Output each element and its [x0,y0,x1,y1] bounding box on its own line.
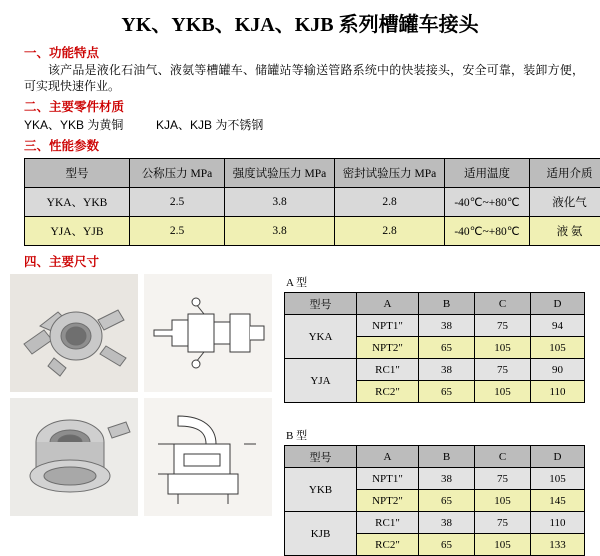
dim-a-model-1: YJA [285,359,357,403]
section-heading-features: 一、功能特点 [24,43,590,61]
page-title: YK、YKB、KJA、KJB 系列槽罐车接头 [10,8,590,37]
perf-r1-c1: 2.5 [130,217,225,246]
tables-column [278,274,590,556]
dim-b-model-1: KJB [285,512,357,556]
perf-r1-c3: 2.8 [335,217,445,246]
dim-b-model-0: YKB [285,468,357,512]
performance-table-wrap [24,158,590,246]
perf-r0-c3: 2.8 [335,188,445,217]
dim-a-r0-c1: NPT1" [357,315,419,337]
dim-a-model-0: YKA [285,315,357,359]
dim-a-r0-c2: 38 [419,315,475,337]
dim-a-r3-c2: 65 [419,381,475,403]
section-heading-dimensions: 四、主要尺寸 [24,252,590,270]
coupling-photo-a [10,274,138,392]
perf-r1-c4: -40℃~+80℃ [445,217,530,246]
dim-b-r0-c4: 105 [531,468,585,490]
dim-b-col-0: 型号 [285,446,357,468]
dim-a-r3-c1: RC2" [357,381,419,403]
image-row-b [10,398,278,516]
perf-col-0: 型号 [25,159,130,188]
dim-a-r0-c4: 94 [531,315,585,337]
dim-b-r2-c1: RC1" [357,512,419,534]
dim-b-r0-c3: 75 [475,468,531,490]
perf-r1-c5: 液 氨 [530,217,600,246]
dim-b-r2-c2: 38 [419,512,475,534]
dim-b-r1-c4: 145 [531,490,585,512]
section-heading-performance: 三、性能参数 [24,136,590,154]
perf-r1-c0: YJA、YJB [25,217,130,246]
dim-a-r3-c4: 110 [531,381,585,403]
dim-a-r2-c3: 75 [475,359,531,381]
dim-b-r2-c3: 75 [475,512,531,534]
perf-r0-c4: -40℃~+80℃ [445,188,530,217]
dim-b-r1-c3: 105 [475,490,531,512]
dim-a-r3-c3: 105 [475,381,531,403]
table-header-row [285,293,585,315]
dim-a-r1-c4: 105 [531,337,585,359]
dim-b-col-2: B [419,446,475,468]
dim-table-b-label: B 型 [286,427,590,443]
section-heading-material: 二、主要零件材质 [24,97,590,115]
table-row [285,315,585,337]
features-text: 该产品是液化石油气、液氨等槽罐车、储罐站等输送管路系统中的快装接头，安全可靠，装卸方便，可实现快速作业。 [24,62,584,94]
dim-b-r1-c1: NPT2" [357,490,419,512]
performance-table [24,158,600,246]
perf-r1-c2: 3.8 [225,217,335,246]
table-row [285,359,585,381]
table-header-row [25,159,600,188]
perf-col-1: 公称压力 MPa [130,159,225,188]
dim-a-r2-c4: 90 [531,359,585,381]
dim-b-r3-c1: RC2" [357,534,419,556]
dim-a-r2-c2: 38 [419,359,475,381]
dim-a-col-1: A [357,293,419,315]
table-row [25,188,600,217]
perf-col-4: 适用温度 [445,159,530,188]
dim-table-a-label: A 型 [286,274,590,290]
dim-b-r1-c2: 65 [419,490,475,512]
perf-col-3: 密封试验压力 MPa [335,159,445,188]
table-row [285,468,585,490]
coupling-drawing-b [144,398,272,516]
dim-a-r1-c2: 65 [419,337,475,359]
dimensions-table-a [284,292,585,403]
perf-r0-c0: YKA、YKB [25,188,130,217]
perf-r0-c5: 液化气 [530,188,600,217]
dim-b-col-3: C [475,446,531,468]
dim-a-r2-c1: RC1" [357,359,419,381]
table-row [285,512,585,534]
dim-b-col-4: D [531,446,585,468]
coupling-drawing-a [144,274,272,392]
image-row-a [10,274,278,392]
table-row [25,217,600,246]
dim-a-r0-c3: 75 [475,315,531,337]
dim-b-r3-c4: 133 [531,534,585,556]
dim-a-col-3: C [475,293,531,315]
material-lines [24,116,590,133]
dim-a-col-4: D [531,293,585,315]
dim-b-col-1: A [357,446,419,468]
document-page [0,8,600,524]
dimensions-table-b [284,445,585,556]
table-header-row [285,446,585,468]
dim-a-r1-c3: 105 [475,337,531,359]
dim-b-r0-c1: NPT1" [357,468,419,490]
perf-col-5: 适用介质 [530,159,600,188]
dim-b-r3-c3: 105 [475,534,531,556]
dim-a-r1-c1: NPT2" [357,337,419,359]
dim-a-col-0: 型号 [285,293,357,315]
dim-a-col-2: B [419,293,475,315]
dim-b-r3-c2: 65 [419,534,475,556]
material-line-left: YKA、YKB 为黄铜 [24,118,123,132]
dim-b-r0-c2: 38 [419,468,475,490]
perf-r0-c2: 3.8 [225,188,335,217]
perf-col-2: 强度试验压力 MPa [225,159,335,188]
coupling-photo-b [10,398,138,516]
images-column [10,274,278,556]
perf-r0-c1: 2.5 [130,188,225,217]
dimensions-area [10,274,590,556]
material-line-right: KJA、KJB 为不锈钢 [156,118,263,132]
dim-b-r2-c4: 110 [531,512,585,534]
